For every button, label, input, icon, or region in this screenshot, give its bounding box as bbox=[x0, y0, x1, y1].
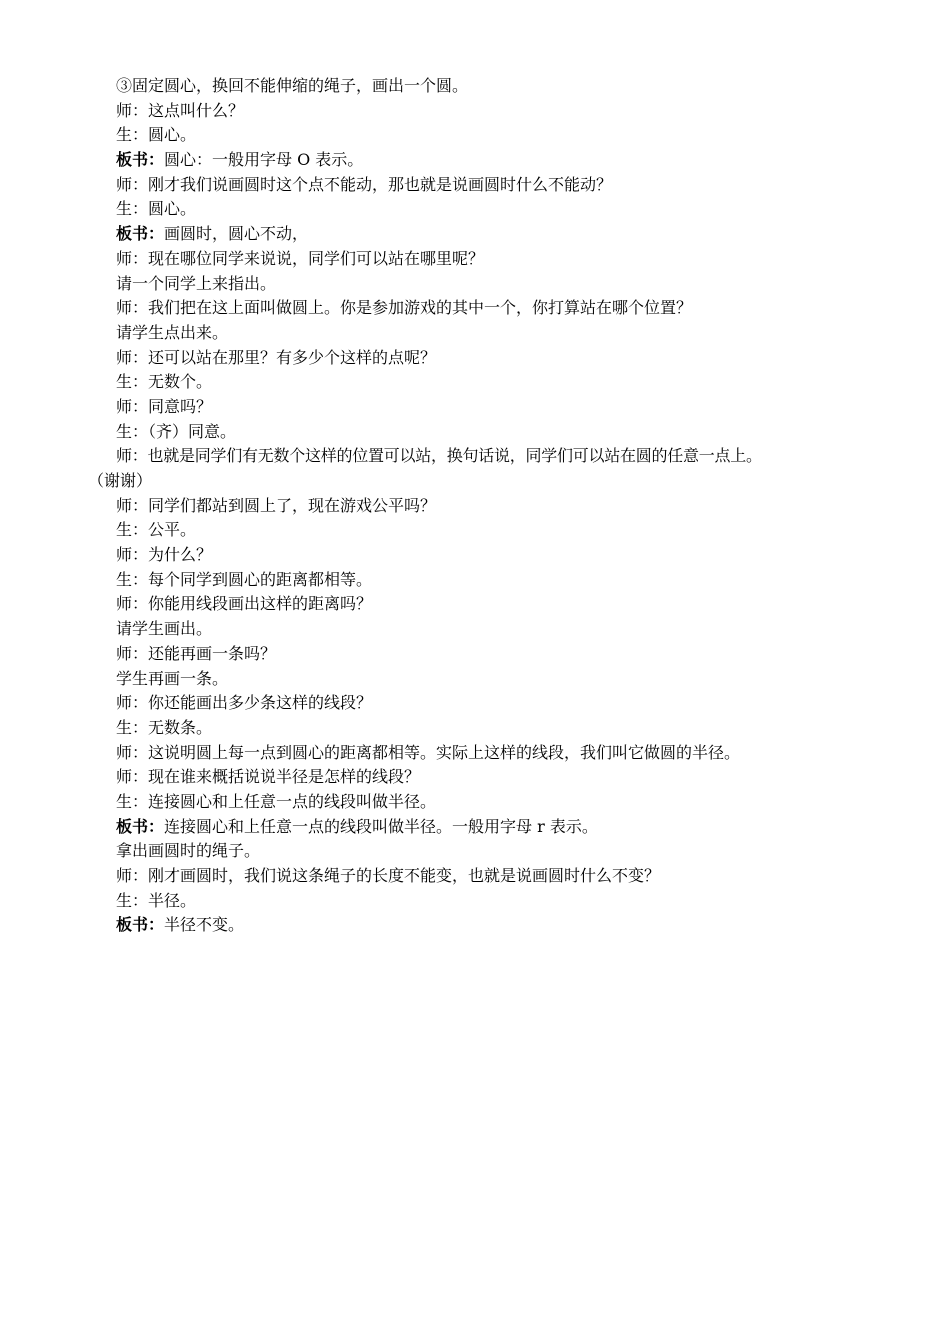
line-text: 师：你还能画出多少条这样的线段？ bbox=[116, 693, 373, 713]
line-text: 连接圆心和上任意一点的线段叫做半径。一般用字母 r 表示。 bbox=[164, 816, 598, 836]
paragraph-line bbox=[88, 123, 888, 148]
line-text: 师：还能再画一条吗？ bbox=[116, 643, 277, 663]
paragraph-line bbox=[88, 321, 888, 346]
paragraph-line bbox=[88, 592, 888, 617]
line-text: 师：你能用线段画出这样的距离吗？ bbox=[116, 594, 373, 614]
paragraph-line bbox=[88, 247, 888, 272]
paragraph-line bbox=[88, 74, 888, 99]
paragraph-line bbox=[88, 691, 888, 716]
paragraph-line bbox=[88, 370, 888, 395]
paragraph-line bbox=[88, 543, 888, 568]
line-text: 师：这说明圆上每一点到圆心的距离都相等。实际上这样的线段，我们叫它做圆的半径。 bbox=[116, 742, 741, 762]
board-label: 板书： bbox=[116, 816, 165, 836]
paragraph-line bbox=[88, 346, 888, 371]
line-text: 拿出画圆时的绳子。 bbox=[116, 841, 261, 861]
line-text: 师：我们把在这上面叫做圆上。你是参加游戏的其中一个，你打算站在哪个位置？ bbox=[116, 298, 693, 318]
paragraph-line bbox=[88, 815, 888, 840]
document-body bbox=[88, 74, 888, 938]
line-text: 学生再画一条。 bbox=[116, 668, 229, 688]
paragraph-line bbox=[88, 222, 888, 247]
paragraph-line bbox=[88, 765, 888, 790]
paragraph-line bbox=[88, 272, 888, 297]
line-text: 请学生画出。 bbox=[116, 619, 213, 639]
line-text: ③固定圆心，换回不能伸缩的绳子，画出一个圆。 bbox=[116, 76, 469, 95]
line-text: 生：无数条。 bbox=[116, 717, 213, 737]
paragraph-line-continuation bbox=[88, 469, 888, 494]
line-text: 师：这点叫什么？ bbox=[116, 100, 245, 120]
paragraph-line bbox=[88, 395, 888, 420]
board-label: 板书： bbox=[116, 224, 165, 244]
line-text: 生：圆心。 bbox=[116, 199, 197, 219]
paragraph-line bbox=[88, 420, 888, 445]
line-text: 师：也就是同学们有无数个这样的位置可以站，换句话说，同学们可以站在圆的任意一点上。 bbox=[116, 446, 762, 466]
line-text: 请学生点出来。 bbox=[116, 322, 229, 342]
line-text: 生：公平。 bbox=[116, 520, 197, 540]
paragraph-line bbox=[88, 913, 888, 938]
line-text: 师：现在哪位同学来说说，同学们可以站在哪里呢？ bbox=[116, 248, 485, 268]
paragraph-line bbox=[88, 148, 888, 173]
line-text: 师：同学们都站到圆上了，现在游戏公平吗？ bbox=[116, 495, 437, 515]
paragraph-line bbox=[88, 790, 888, 815]
paragraph-line bbox=[88, 642, 888, 667]
paragraph-line bbox=[88, 197, 888, 222]
paragraph-line bbox=[88, 518, 888, 543]
paragraph-line bbox=[88, 99, 888, 124]
line-text: 生：半径。 bbox=[116, 890, 197, 910]
paragraph-line bbox=[88, 839, 888, 864]
paragraph-line bbox=[88, 864, 888, 889]
line-text: 师：同意吗？ bbox=[116, 396, 213, 416]
line-text: 师：刚才我们说画圆时这个点不能动，那也就是说画圆时什么不能动？ bbox=[116, 174, 613, 194]
paragraph-line bbox=[88, 741, 888, 766]
paragraph-line bbox=[88, 444, 888, 469]
line-text: 画圆时，圆心不动， bbox=[164, 224, 309, 244]
paragraph-line bbox=[88, 716, 888, 741]
paragraph-line bbox=[88, 617, 888, 642]
line-text: 师：刚才画圆时，我们说这条绳子的长度不能变，也就是说画圆时什么不变？ bbox=[116, 866, 661, 885]
line-text: 请一个同学上来指出。 bbox=[116, 273, 277, 293]
line-text: 师：现在谁来概括说说半径是怎样的线段？ bbox=[116, 767, 421, 787]
line-text: 生：连接圆心和上任意一点的线段叫做半径。 bbox=[116, 791, 437, 811]
line-text: 生：（齐）同意。 bbox=[116, 421, 237, 441]
board-label: 板书： bbox=[116, 150, 165, 170]
line-text: 生：每个同学到圆心的距离都相等。 bbox=[116, 569, 373, 589]
paragraph-line bbox=[88, 667, 888, 692]
line-text: 半径不变。 bbox=[164, 915, 245, 935]
line-text: 圆心：一般用字母 O 表示。 bbox=[164, 150, 364, 170]
paragraph-line bbox=[88, 568, 888, 593]
line-text: 师：还可以站在那里？有多少个这样的点呢？ bbox=[116, 347, 437, 367]
paragraph-line bbox=[88, 889, 888, 914]
paragraph-line bbox=[88, 296, 888, 321]
line-text: 生：无数个。 bbox=[116, 372, 213, 392]
paragraph-line bbox=[88, 173, 888, 198]
line-text: 师：为什么？ bbox=[116, 545, 213, 565]
board-label: 板书： bbox=[116, 915, 165, 935]
line-text: （谢谢） bbox=[88, 471, 153, 490]
line-text: 生：圆心。 bbox=[116, 125, 197, 145]
paragraph-line bbox=[88, 494, 888, 519]
